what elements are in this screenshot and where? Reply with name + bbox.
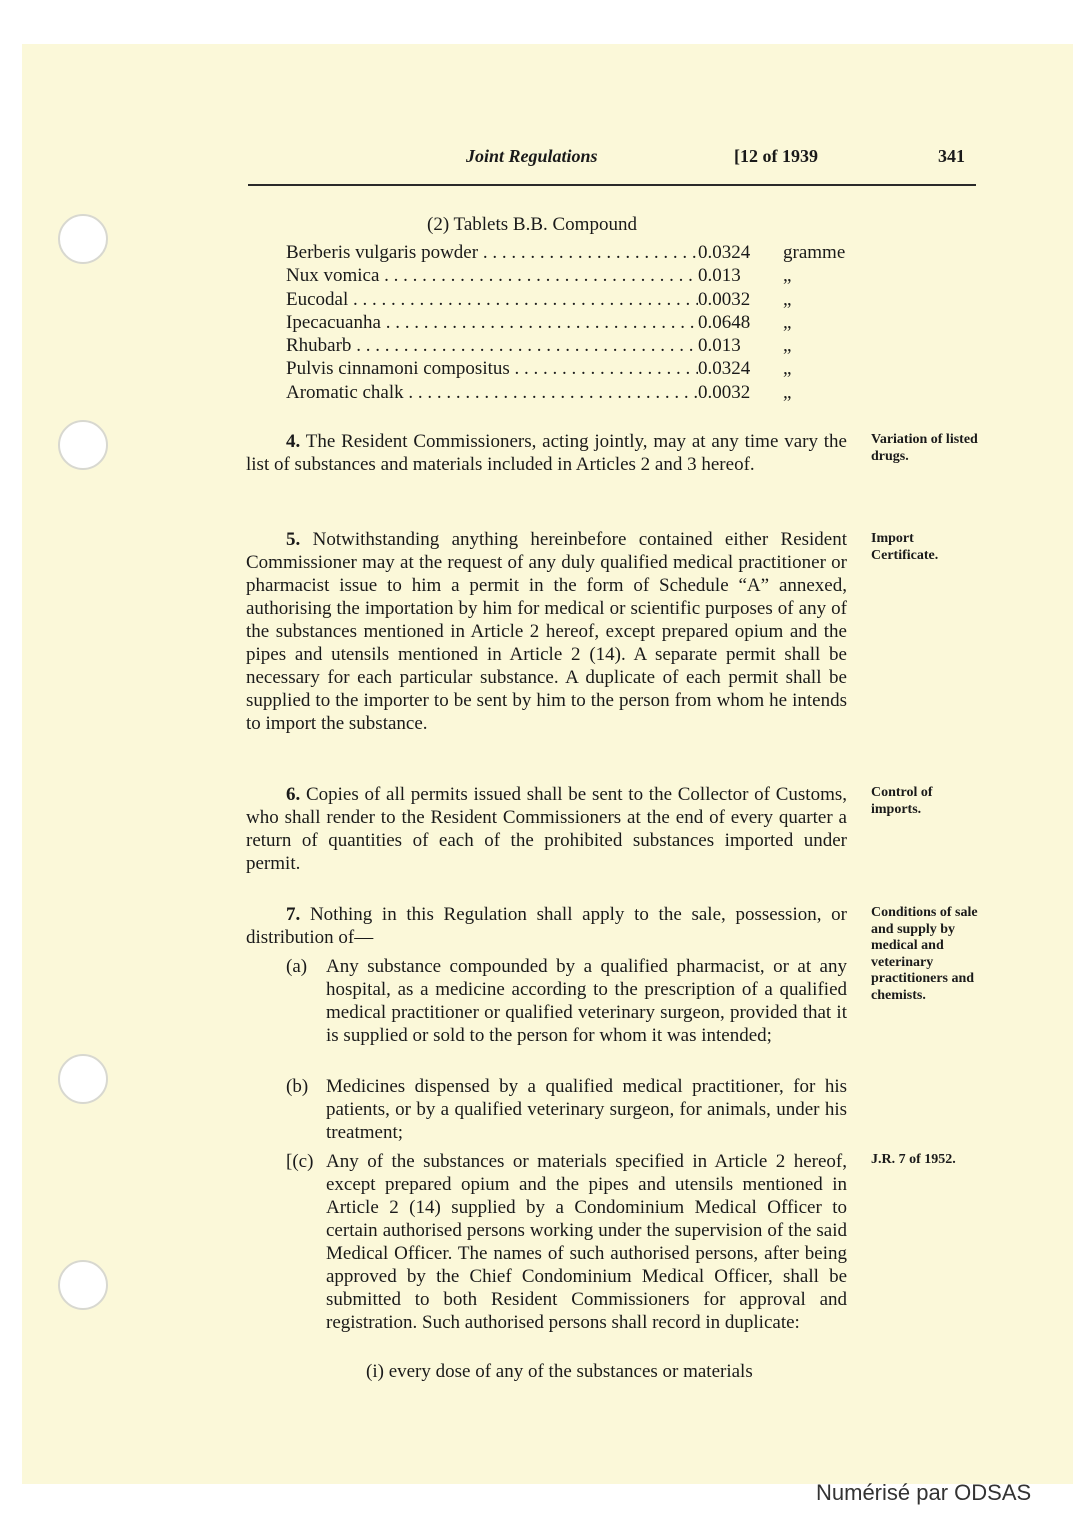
list-item <box>286 955 847 1047</box>
section-4 <box>246 430 847 476</box>
item-text: Any of the substances or materials specified in Article 2 hereof, except prepared opium and the pipes and utensils mentioned in Article 2 (14) supplied by a Condominium Medical Officer to certain authorised persons working under the supervision of the said Medical Officer. The names of such authorised persons, after being approved by the Chief Condominium Medical Officer, shall be submitted to both Resident Commissioners for approval and registration. Such authorised persons shall record in duplicate: <box>326 1151 847 1333</box>
section-text: The Resident Commissioners, acting jointly, may at any time vary the list of substances and materials included in Articles 2 and 3 hereof. <box>246 431 847 475</box>
recipe-row <box>286 381 846 404</box>
list-item <box>286 1075 847 1144</box>
margin-note: Conditions of sale and supply by medical and veterinary practitioners and chemists. <box>871 905 978 1003</box>
ingredient-quantity: 0.0032 <box>698 288 751 310</box>
margin-note: Control of imports. <box>871 785 933 817</box>
ingredient-name: Pulvis cinnamoni compositus . . . <box>286 357 698 380</box>
ingredient-name: Aromatic chalk . . . <box>286 381 698 404</box>
recipe-row <box>286 241 846 264</box>
ingredient-quantity: 0.0032 <box>698 381 751 403</box>
binder-hole <box>58 420 108 470</box>
section-text: Notwithstanding anything hereinbefore contained either Resident Commissioner may at the request of any duly qualified medical practitioner or pharmacist issue to him a permit in the form of Schedule “A” annexed, authorising the importation by him for medical or scientific purposes of any of the substances mentioned in Article 2 hereof, except prepared opium and the pipes and utensils mentioned in Article 2 (14). A separate permit shall be necessary for each particular substance. A duplicate of each permit shall be supplied to the importer to be sent by him to the person from whom he intends to import the substance. <box>246 529 848 734</box>
recipe-row <box>286 357 846 380</box>
ingredient-name: Berberis vulgaris powder . . . <box>286 241 698 264</box>
running-title: Joint Regulations <box>466 146 598 166</box>
ingredient-unit: „ <box>783 381 792 403</box>
section-text: Copies of all permits issued shall be sent to the Collector of Customs, who shall render to the Resident Commissioners at the end of every quarter a return of quantities of each of the prohibited substances imported under permit. <box>246 784 847 874</box>
item-text: Medicines dispensed by a qualified medical practitioner, for his patients, or by a qualified veterinary surgeon, for animals, under his treatment; <box>326 1076 847 1143</box>
sub-item-text: every dose of any of the substances or materials <box>388 1361 753 1382</box>
ingredient-name: Nux vomica . . . <box>286 264 698 287</box>
item-label: [(c) <box>286 1151 314 1172</box>
section-7 <box>246 903 847 949</box>
page-number: 341 <box>938 146 965 166</box>
item-label: (a) <box>286 956 308 977</box>
ingredient-quantity: 0.0324 <box>698 358 751 380</box>
ingredient-quantity: 0.0648 <box>698 311 751 333</box>
ingredient-unit: „ <box>783 335 792 357</box>
recipe-row <box>286 264 846 287</box>
regulation-reference: [12 of 1939 <box>734 146 818 166</box>
ingredient-unit: „ <box>783 311 792 333</box>
margin-note: Variation of listed drugs. <box>871 432 978 464</box>
margin-note: J.R. 7 of 1952. <box>871 1152 956 1167</box>
ingredient-quantity: 0.013 <box>698 335 741 357</box>
ingredient-name: Eucodal . . . <box>286 288 698 311</box>
ingredient-name: Ipecacuanha . . . <box>286 311 698 334</box>
sub-item <box>366 1360 847 1383</box>
section-number: 5. <box>286 529 301 550</box>
recipe-row <box>286 311 846 334</box>
item-text: Any substance compounded by a qualified pharmacist, or at any hospital, as a medicine according to the prescription of a qualified medical practitioner or qualified veterinary surgeon, provided that it is supplied or sold to the person for whom it was intended; <box>326 956 847 1046</box>
binder-hole <box>58 1260 108 1310</box>
list-item <box>286 1150 847 1334</box>
item-label: (b) <box>286 1076 309 1097</box>
margin-note: Import Certificate. <box>871 531 939 563</box>
section-number: 4. <box>286 431 301 452</box>
ingredient-quantity: 0.0324 <box>698 242 751 263</box>
ingredient-unit: „ <box>783 288 792 310</box>
binder-hole <box>58 1054 108 1104</box>
ingredient-unit: gramme <box>783 242 846 263</box>
sub-item-label: (i) <box>366 1361 384 1382</box>
ingredient-unit: „ <box>783 265 792 287</box>
binder-hole <box>58 214 108 264</box>
recipe-row <box>286 334 846 357</box>
section-number: 6. <box>286 784 301 805</box>
recipe-title: (2) Tablets B.B. Compound <box>427 214 637 235</box>
section-number: 7. <box>286 904 301 925</box>
ingredient-quantity: 0.013 <box>698 265 741 287</box>
recipe-table <box>286 241 846 404</box>
header-rule <box>248 184 976 186</box>
ingredient-name: Rhubarb . . . <box>286 334 698 357</box>
recipe-row <box>286 288 846 311</box>
digitization-credit: Numérisé par ODSAS <box>816 1480 1032 1505</box>
section-6 <box>246 783 847 875</box>
section-text: Nothing in this Regulation shall apply to the sale, possession, or distribution of— <box>246 904 847 948</box>
ingredient-unit: „ <box>783 358 792 380</box>
section-5 <box>246 528 847 735</box>
